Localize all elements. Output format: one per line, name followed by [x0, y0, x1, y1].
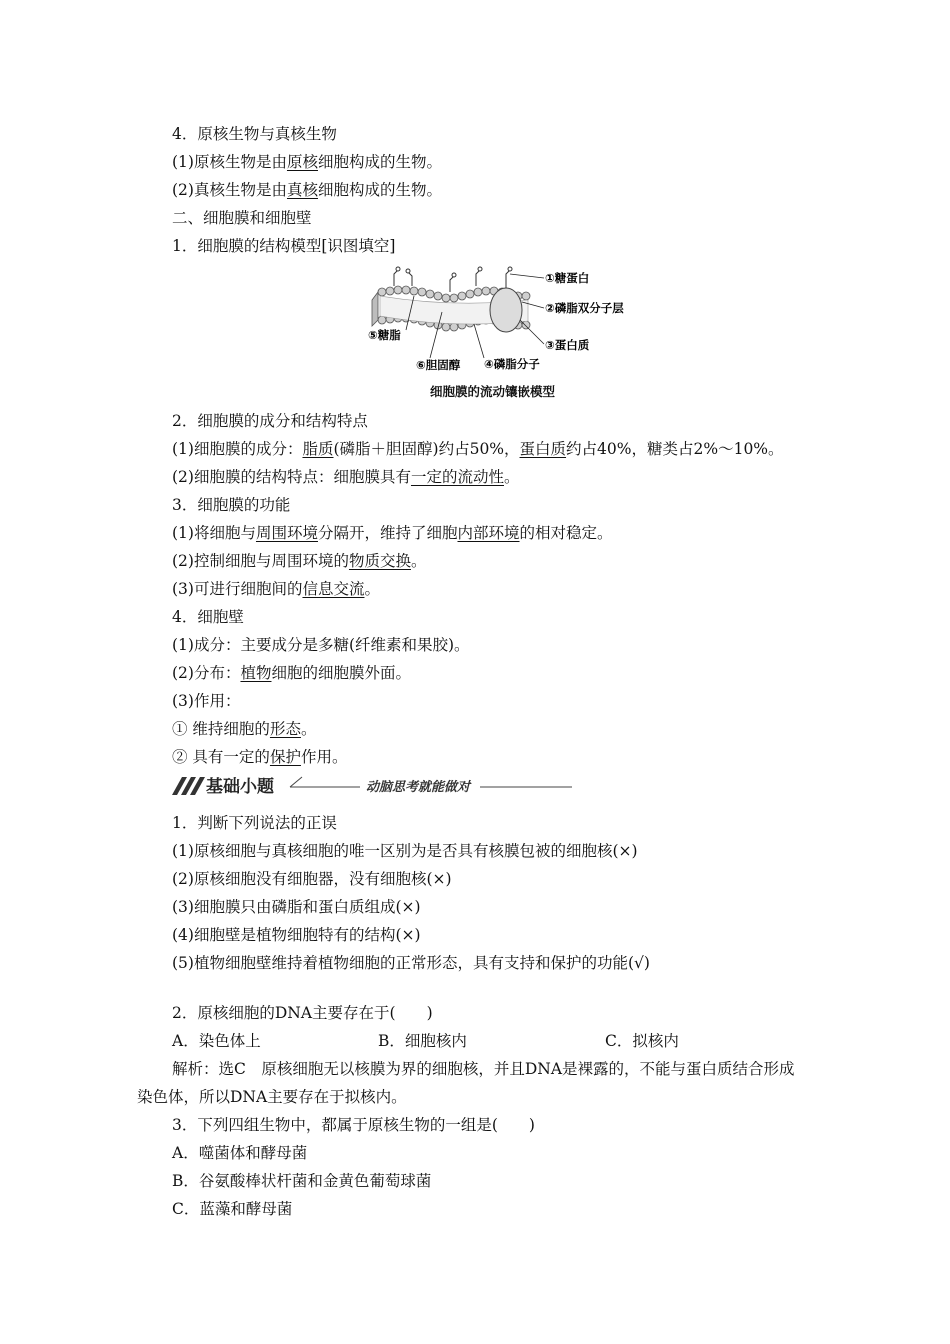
answer-blank: 保护: [269, 748, 301, 766]
option-b: B．谷氨酸棒状杆菌和金黄色葡萄球菌: [172, 1172, 432, 1190]
list-item: (3)细胞膜只由磷脂和蛋白质组成(×): [172, 898, 421, 916]
section-title-composition: 2．细胞膜的成分和结构特点: [172, 412, 368, 430]
text-line: ② 具有一定的保护作用。: [172, 748, 348, 766]
answer-blank: 内部环境: [457, 524, 520, 542]
option-a: A．染色体上: [172, 1032, 261, 1050]
answer-blank: 植物: [240, 664, 272, 682]
text-line: (2)控制细胞与周围环境的物质交换。: [172, 552, 427, 570]
option-b: B．细胞核内: [378, 1032, 467, 1050]
section-title-function: 3．细胞膜的功能: [172, 496, 291, 514]
list-item: (4)细胞壁是植物细胞特有的结构(×): [172, 926, 421, 944]
membrane-diagram: [364, 262, 654, 378]
label-glycoprotein: ①糖蛋白: [545, 271, 590, 285]
option-a: A．噬菌体和酵母菌: [172, 1144, 308, 1162]
section-title-cell-wall: 4．细胞壁: [172, 608, 244, 626]
list-item: (5)植物细胞壁维持着植物细胞的正常形态，具有支持和保护的功能(√): [172, 954, 650, 972]
banner-title: 基础小题: [206, 777, 274, 797]
part-heading: 二、细胞膜和细胞壁: [172, 209, 312, 227]
text-line: (3)可进行细胞间的信息交流。: [172, 580, 380, 598]
question-2-title: 2．原核细胞的DNA主要存在于( ): [172, 1004, 433, 1022]
answer-blank: 物质交换: [348, 552, 411, 570]
question-1-title: 1．判断下列说法的正误: [172, 814, 337, 832]
answer-blank: 形态: [269, 720, 301, 738]
answer-blank: 信息交流: [302, 580, 365, 598]
text-line: (2)真核生物是由真核细胞构成的生物。: [172, 181, 442, 199]
list-item: (1)原核细胞与真核细胞的唯一区别为是否具有核膜包被的细胞核(×): [172, 842, 638, 860]
section-title-prokaryote: 4．原核生物与真核生物: [172, 125, 337, 143]
answer-blank: 脂质: [302, 440, 334, 458]
answer-blank: 周围环境: [255, 524, 318, 542]
text-line: (2)分布：植物细胞的细胞膜外面。: [172, 664, 411, 682]
text-line: ① 维持细胞的形态。: [172, 720, 317, 738]
label-protein: ③蛋白质: [545, 338, 590, 352]
protein-shape: [490, 288, 522, 332]
text-line: (1)成分：主要成分是多糖(纤维素和果胶)。: [172, 636, 470, 654]
text-line: (1)原核生物是由原核细胞构成的生物。: [172, 153, 442, 171]
answer-blank: 原核: [286, 153, 318, 171]
section-banner: [172, 773, 572, 797]
option-c: C．蓝藻和酵母菌: [172, 1200, 293, 1218]
banner-subtitle: 动脑思考就能做对: [366, 780, 471, 795]
section-title-membrane-model: 1．细胞膜的结构模型[识图填空]: [172, 237, 396, 255]
list-item: (2)原核细胞没有细胞器，没有细胞核(×): [172, 870, 452, 888]
question-3-title: 3．下列四组生物中，都属于原核生物的一组是( ): [172, 1116, 535, 1134]
figure-caption: 细胞膜的流动镶嵌模型: [430, 384, 556, 399]
answer-blank: 蛋白质: [519, 440, 567, 458]
label-cholesterol: ⑥胆固醇: [416, 358, 461, 372]
explanation-line: 染色体，所以DNA主要存在于拟核内。: [137, 1088, 407, 1106]
answer-blank: 一定的流动性: [410, 468, 504, 486]
text-line: (3)作用：: [172, 692, 241, 710]
explanation-line: 解析：选C 原核细胞无以核膜为界的细胞核，并且DNA是裸露的，不能与蛋白质结合形成: [172, 1060, 795, 1078]
label-glycolipid: ⑤糖脂: [368, 328, 401, 342]
label-phospholipid-bilayer: ②磷脂双分子层: [545, 301, 624, 315]
answer-blank: 真核: [286, 181, 318, 199]
text-line: (1)将细胞与周围环境分隔开，维持了细胞内部环境的相对稳定。: [172, 524, 613, 542]
text-line: (1)细胞膜的成分：脂质(磷脂＋胆固醇)约占50%，蛋白质约占40%，糖类占2%～10%。: [172, 440, 784, 458]
banner-stripes-icon: [172, 777, 205, 795]
text-line: (2)细胞膜的结构特点：细胞膜具有一定的流动性。: [172, 468, 520, 486]
option-c: C．拟核内: [605, 1032, 679, 1050]
label-phospholipid-molecule: ④磷脂分子: [484, 357, 540, 371]
